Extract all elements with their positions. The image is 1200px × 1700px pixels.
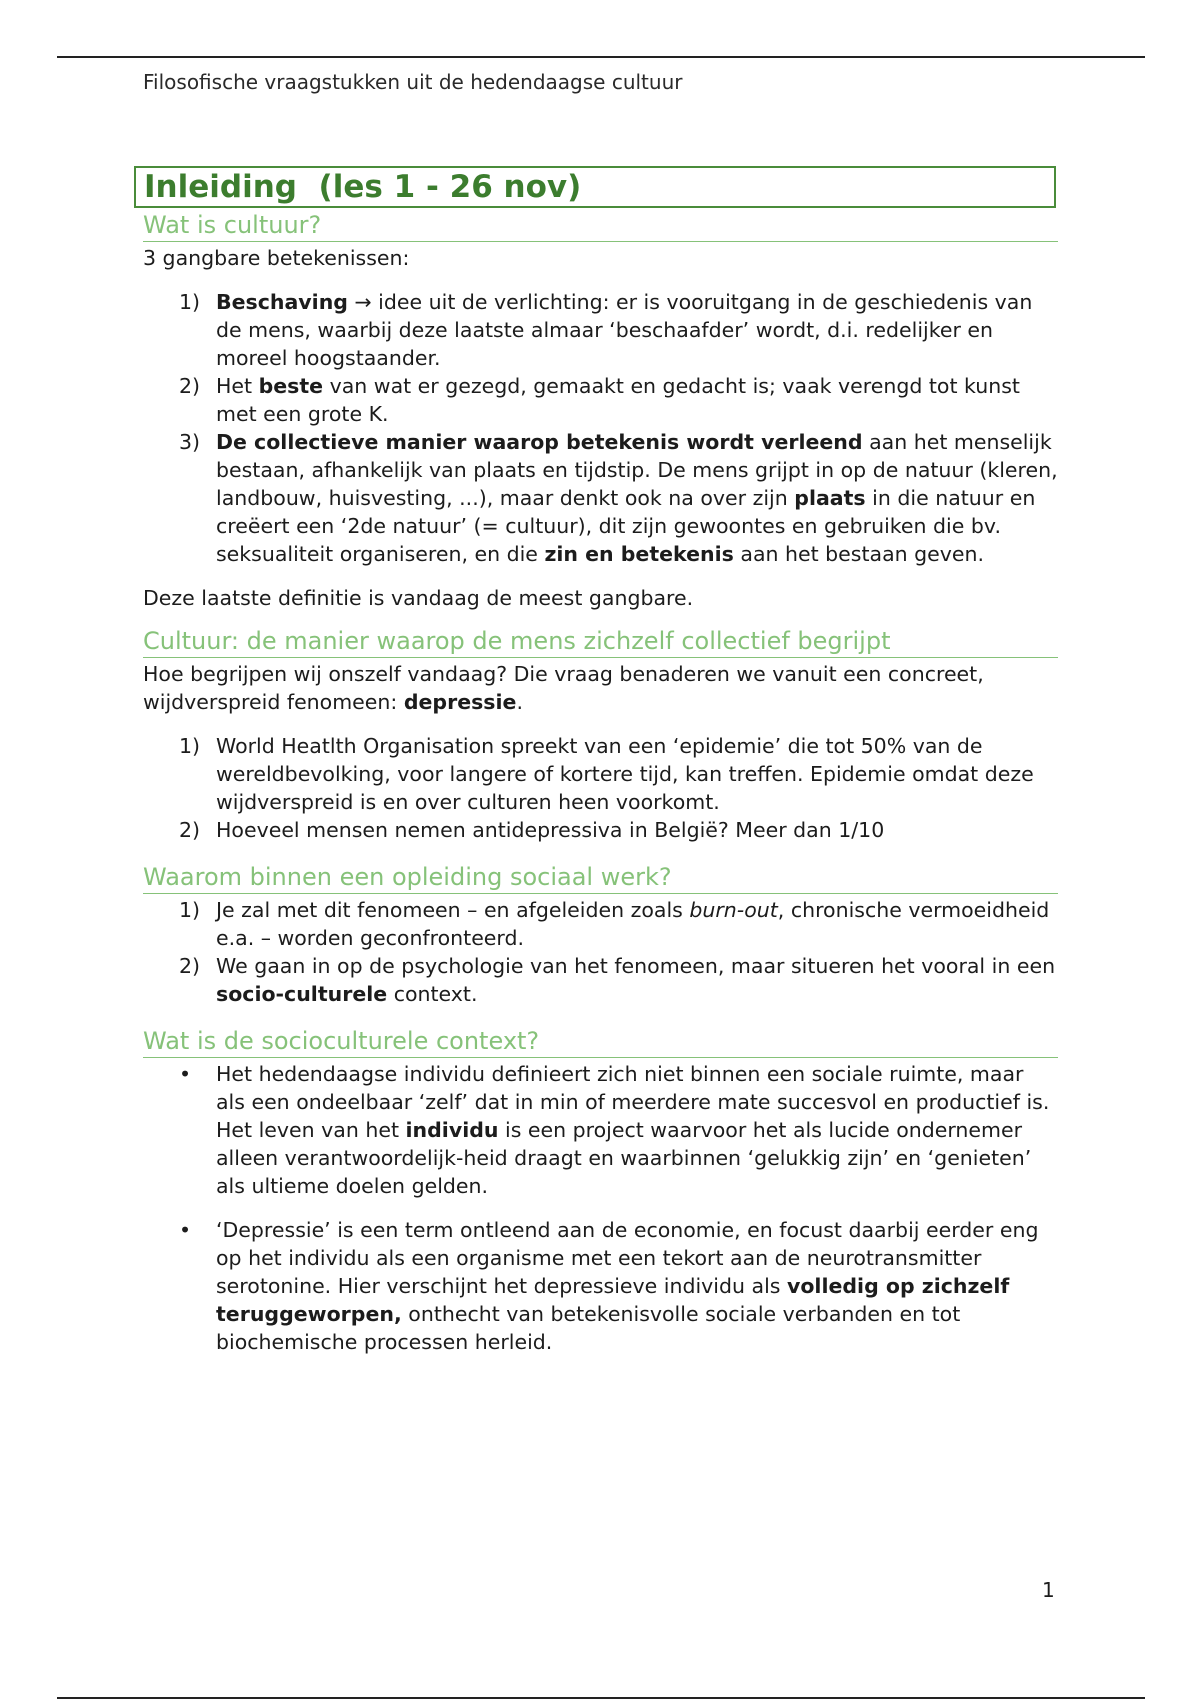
list-item: [143, 428, 1058, 568]
section-intro: [143, 660, 1058, 716]
term-bold: Beschaving: [216, 290, 348, 314]
term-bold: plaats: [794, 486, 866, 510]
item-text: → idee uit de verlichting: er is vooruitgang in de geschiedenis van de mens, waarbij deze laatste almaar ‘beschaafder’ wordt, d.i. redelijker en moreel hoogstaander.: [216, 290, 1033, 370]
numbered-list-sociaal-werk: [143, 896, 1058, 1008]
item-text: aan het bestaan geven.: [733, 542, 985, 566]
item-text: Hoeveel mensen nemen antidepressiva in België? Meer dan 1/10: [216, 818, 885, 842]
numbered-list-betekenissen: [143, 288, 1058, 568]
section-heading-cultuur-begrijpt: Cultuur: de manier waarop de mens zichzelf collectief begrijpt: [143, 626, 1058, 658]
list-number: 2): [179, 954, 201, 978]
term-bold: zin en betekenis: [544, 542, 734, 566]
item-text: ‘Depressie’ is een term ontleend aan de economie, en focust daarbij eerder eng op het individu als een organisme met een tekort aan de neurotransmitter serotonine. Hier verschijnt het depressieve individu als: [216, 1218, 1039, 1298]
term-italic: burn-out: [689, 898, 778, 922]
term-bold: socio-culturele: [216, 982, 388, 1006]
numbered-list-depressie: [143, 732, 1058, 844]
page-header: Filosofische vraagstukken uit de hedendaagse cultuur: [143, 70, 683, 94]
bullet-list-context: [143, 1060, 1058, 1356]
page-number: 1: [1042, 1578, 1055, 1602]
term-bold: depressie: [403, 690, 517, 714]
term-bold: beste: [258, 374, 324, 398]
bullet-icon: •: [179, 1062, 192, 1086]
list-number: 1): [179, 734, 201, 758]
term-bold: De collectieve manier waarop betekenis wordt verleend: [216, 430, 863, 454]
item-text: Je zal met dit fenomeen – en afgeleiden zoals: [216, 898, 690, 922]
item-text: van wat er gezegd, gemaakt en gedacht is; vaak verengd tot kunst met een grote K.: [216, 374, 1020, 426]
header-rule: [57, 56, 1145, 58]
list-item: [143, 732, 1058, 816]
item-text: World Heatlth Organisation spreekt van een ‘epidemie’ die tot 50% van de wereldbevolking, voor langere of kortere tijd, kan treffen. Epidemie omdat deze wijdverspreid is en over culturen heen voorkomt.: [216, 734, 1034, 814]
item-text: context.: [387, 982, 478, 1006]
list-item: [143, 372, 1058, 428]
list-number: 1): [179, 898, 201, 922]
section-closing: Deze laatste definitie is vandaag de meest gangbare.: [143, 586, 694, 610]
list-number: 1): [179, 290, 201, 314]
bullet-icon: •: [179, 1218, 192, 1242]
list-item: [143, 896, 1058, 952]
item-text: Het: [216, 374, 259, 398]
document-body: [143, 166, 1058, 1356]
section-intro: 3 gangbare betekenissen:: [143, 246, 410, 270]
item-text: onthecht van betekenisvolle sociale verbanden en tot biochemische processen herleid.: [216, 1302, 961, 1354]
item-text: , chronische vermoeidheid e.a. – worden geconfronteerd.: [216, 898, 1050, 950]
intro-end: .: [516, 690, 523, 714]
section-heading-wat-is-cultuur: Wat is cultuur?: [143, 210, 1058, 242]
list-number: 2): [179, 374, 201, 398]
list-item: [143, 288, 1058, 372]
item-text: We gaan in op de psychologie van het fenomeen, maar situeren het vooral in een: [216, 954, 1056, 978]
intro-text: Hoe begrijpen wij onszelf vandaag? Die vraag benaderen we vanuit een concreet, wijdverspreid fenomeen:: [143, 662, 984, 714]
list-item: [143, 952, 1058, 1008]
chapter-title: Inleiding (les 1 - 26 nov): [134, 166, 1056, 208]
list-item: [143, 1216, 1058, 1356]
list-item: [143, 816, 1058, 844]
item-text: is een project waarvoor het als lucide ondernemer alleen verantwoordelijk-heid draagt en waarbinnen ‘gelukkig zijn’ en ‘genieten’ als ultieme doelen gelden.: [216, 1118, 1032, 1198]
list-number: 3): [179, 430, 201, 454]
list-number: 2): [179, 818, 201, 842]
list-item: [143, 1060, 1058, 1200]
term-bold: individu: [405, 1118, 499, 1142]
footer-rule: [57, 1697, 1145, 1699]
term-bold: volledig op zichzelf teruggeworpen,: [216, 1274, 1010, 1326]
item-text: aan het menselijk bestaan, afhankelijk van plaats en tijdstip. De mens grijpt in op de natuur (kleren, landbouw, huisvesting, ...), maar denkt ook na over zijn: [216, 430, 1058, 510]
item-text: Het hedendaagse individu definieert zich niet binnen een sociale ruimte, maar als een ondeelbaar ‘zelf’ dat in min of meerdere mate succesvol en productief is. Het leven van het: [216, 1062, 1050, 1142]
item-text: in die natuur en creëert een ‘2de natuur’ (= cultuur), dit zijn gewoontes en gebruiken die bv. seksualiteit organiseren, en die: [216, 486, 1036, 566]
section-heading-sociaal-werk: Waarom binnen een opleiding sociaal werk?: [143, 862, 1058, 894]
section-heading-socioculturele-context: Wat is de socioculturele context?: [143, 1026, 1058, 1058]
